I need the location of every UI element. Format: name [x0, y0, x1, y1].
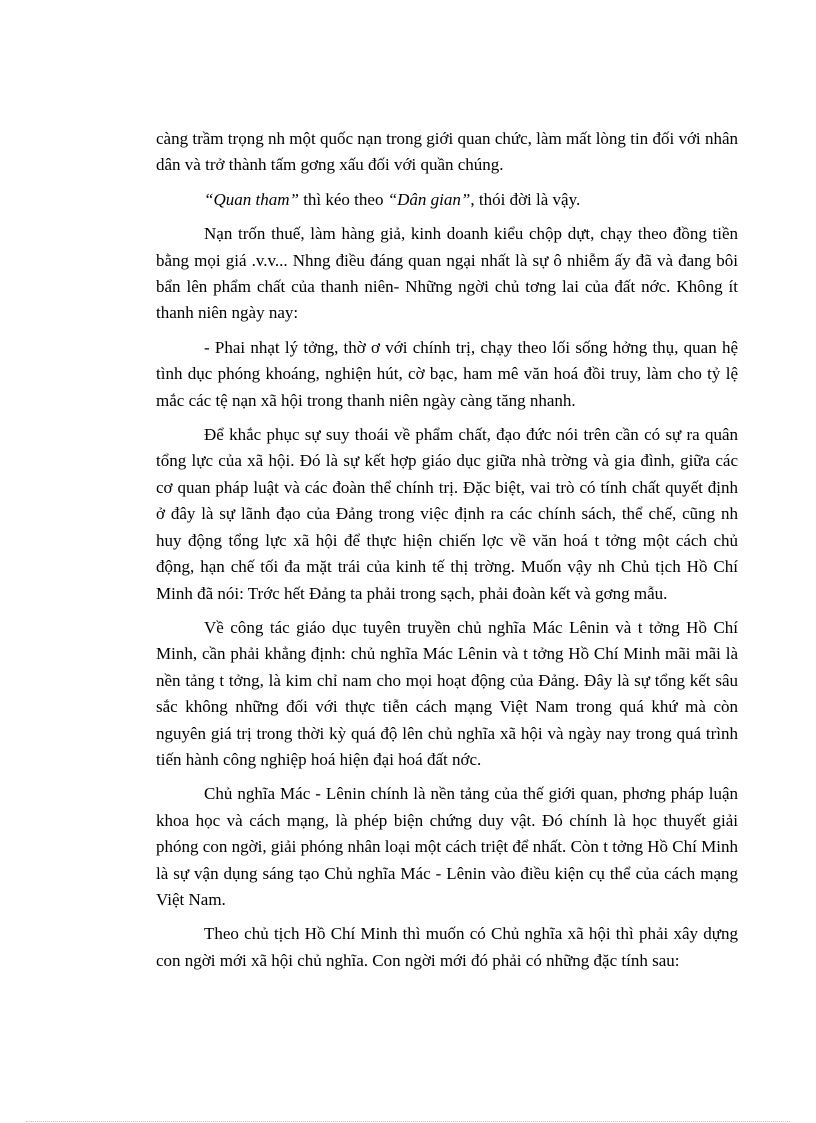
paragraph-7: Chủ nghĩa Mác - Lênin chính là nền tảng của thế giới quan, phơng pháp luận khoa học và cách mạng, là phép biện chứng duy vật. Đó chính là học thuyết giải phóng con ngời, giải phóng nhân loại một cách triệt để nhất. Còn t tởng Hồ Chí Minh là sự vận dụng sáng tạo Chủ nghĩa Mác - Lênin vào điều kiện cụ thể của cách mạng Việt Nam.: [156, 784, 738, 909]
quote-quan-tham: “Quan tham”: [204, 189, 299, 209]
quote-dan-gian: “Dân gian”: [387, 189, 471, 209]
paragraph-6: Về công tác giáo dục tuyên truyền chủ nghĩa Mác Lênin và t tởng Hồ Chí Minh, cần phải khẳng định: chủ nghĩa Mác Lênin và t tởng Hồ Chí Minh mãi mãi là nền tảng t tởng, là kim chỉ nam cho mọi hoạt động của Đảng. Đây là sự tổng kết sâu sắc không những đối với thực tiễn cách mạng Việt Nam trong quá khứ mà còn nguyên giá trị trong thời kỳ quá độ lên chủ nghĩa xã hội và ngày nay trong quá trình tiến hành công nghiệp hoá hiện đại hoá đất nớc.: [156, 617, 738, 769]
page-bottom-rule: [26, 1121, 790, 1122]
paragraph-3: Nạn trốn thuế, làm hàng giả, kinh doanh kiểu chộp dựt, chạy theo đồng tiền bằng mọi giá .v.v... Nhng điều đáng quan ngại nhất là sự ô nhiễm ấy đã và đang bôi bẩn lên phẩm chất của thanh niên- Những ngời chủ tơng lai của đất nớc. Không ít thanh niên ngày nay:: [156, 224, 738, 323]
paragraph-1: càng trầm trọng nh một quốc nạn trong giới quan chức, làm mất lòng tin đối với nhân dân và trở thành tấm gơng xấu đối với quần chúng.: [156, 129, 738, 175]
paragraph-4: - Phai nhạt lý tởng, thờ ơ với chính trị, chạy theo lối sống hởng thụ, quan hệ tình dục phóng khoáng, nghiện hút, cờ bạc, ham mê văn hoá đồi truy, làm cho tỷ lệ mắc các tệ nạn xã hội trong thanh niên ngày càng tăng nhanh.: [156, 337, 738, 410]
paragraph-5: Để khắc phục sự suy thoái về phẩm chất, đạo đức nói trên cần có sự ra quân tổng lực của xã hội. Đó là sự kết hợp giáo dục giữa nhà trờng và gia đình, giữa các cơ quan pháp luật và các đoàn thể chính trị. Đặc biệt, vai trò có tính chất quyết định ở đây là sự lãnh đạo của Đảng trong việc định ra các chính sách, thể chế, cũng nh huy động tổng lực xã hội để thực hiện chiến lợc về văn hoá t tởng một cách chủ động, hạn chế tối đa mặt trái của kinh tế thị trờng. Muốn vậy nh Chủ tịch Hồ Chí Minh đã nói: Trớc hết Đảng ta phải trong sạch, phải đoàn kết và gơng mẫu.: [156, 425, 738, 603]
paragraph-2-mid: thì kéo theo: [298, 189, 388, 209]
paragraph-2: [156, 187, 738, 213]
paragraph-2-end: , thói đời là vậy.: [470, 189, 581, 209]
paragraph-8: Theo chủ tịch Hồ Chí Minh thì muốn có Chủ nghĩa xã hội thì phải xây dựng con ngời mới xã hội chủ nghĩa. Con ngời mới đó phải có những đặc tính sau:: [156, 924, 738, 970]
body-text: [156, 126, 738, 982]
